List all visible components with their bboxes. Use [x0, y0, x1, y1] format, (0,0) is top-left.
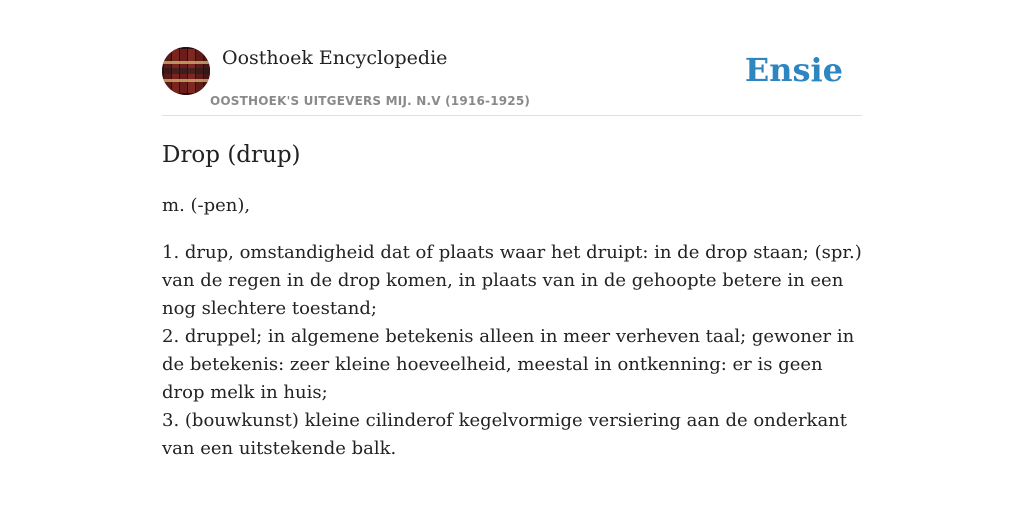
source-subtitle: OOSTHOEK'S UITGEVERS MIJ. N.V (1916-1925): [210, 94, 531, 108]
definition-item: 1. drup, omstandigheid dat of plaats waar het druipt: in de drop staan; (spr.) van de regen in de drop komen, in plaats van in de gehoopte betere in een nog slechtere toestand;: [162, 242, 862, 319]
definition-item: 2. druppel; in algemene betekenis alleen in meer verheven taal; gewoner in de betekenis: zeer kleine hoeveelheid, meestal in ontkenning: er is geen drop melk in huis;: [162, 326, 855, 403]
source-header: [162, 0, 862, 116]
source-avatar[interactable]: [162, 47, 210, 95]
source-title[interactable]: Oosthoek Encyclopedie: [222, 47, 448, 69]
entry-grammar: m. (-pen),: [162, 195, 251, 216]
entry-definitions: [162, 239, 862, 463]
entry-headword: Drop (drup): [162, 142, 301, 168]
definition-item: 3. (bouwkunst) kleine cilinderof kegelvormige versiering aan de onderkant van een uitstekende balk.: [162, 410, 848, 459]
encyclopedia-books-icon: [162, 47, 210, 95]
ensie-logo[interactable]: Ensie: [744, 51, 843, 89]
entry-page: [162, 0, 862, 512]
